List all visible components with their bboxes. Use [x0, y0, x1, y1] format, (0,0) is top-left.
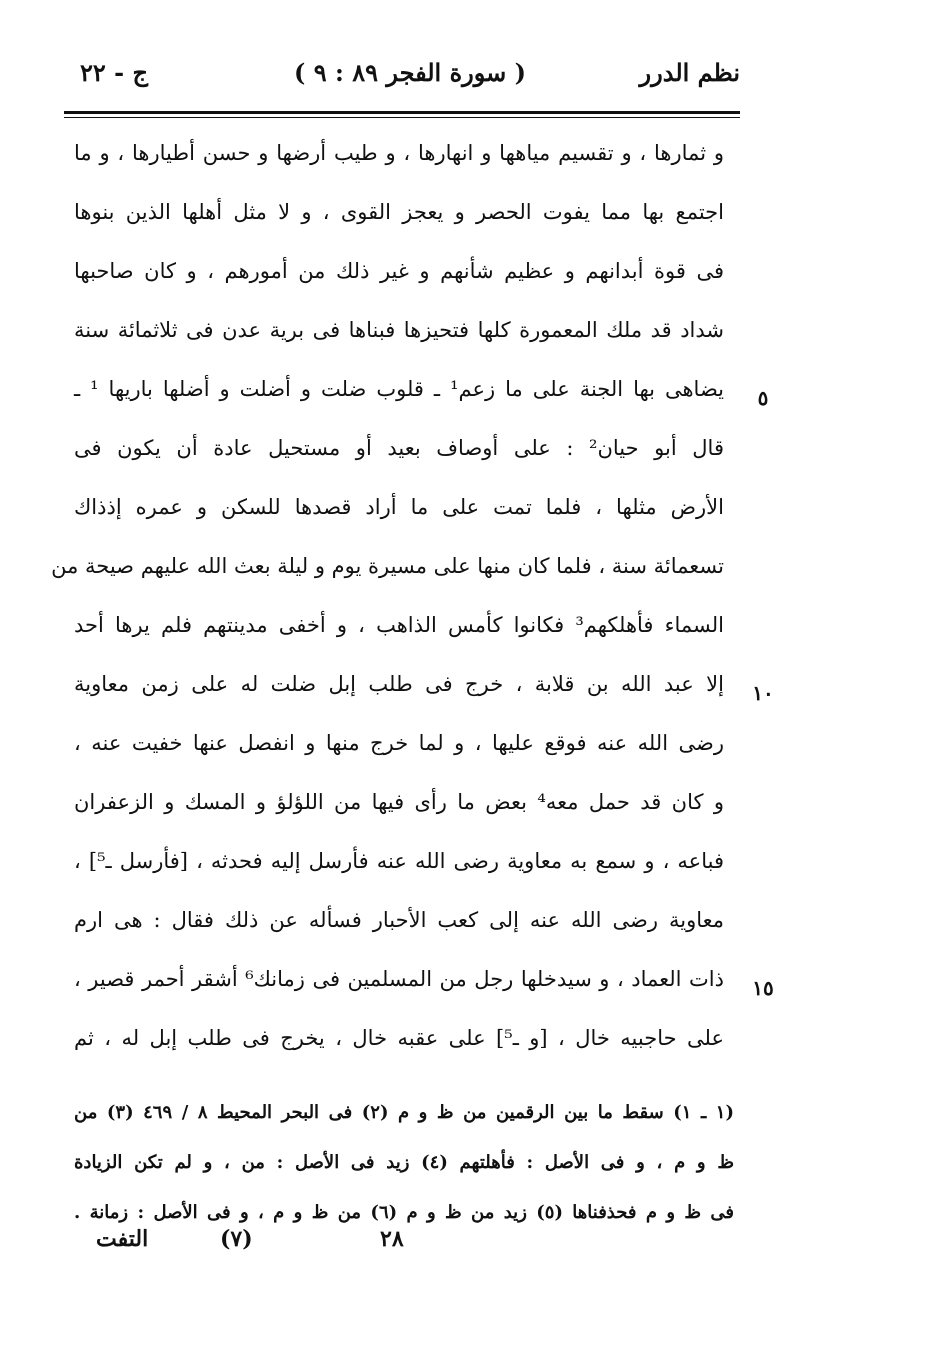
text-line: و كان قد حمل معه⁴ بعض ما رأى فيها من اللؤلؤ و المسك و الزعفران: [74, 790, 724, 814]
line-number-10: ١٠: [752, 681, 774, 705]
header-rule-thick: [64, 111, 740, 114]
text-line: شداد قد ملك المعمورة كلها فتحيزها فبناها فى برية عدن فى ثلاثمائة سنة: [74, 318, 724, 342]
part-reference: ج - ٢٢: [80, 58, 148, 87]
main-text: [51, 124, 725, 1068]
text-line: و ثمارها ، و تقسيم مياهها و انهارها ، و طيب أرضها و حسن أطيارها ، و ما: [74, 141, 724, 165]
footnotes: [74, 1088, 734, 1238]
book-title: نظم الدرر: [639, 58, 740, 87]
text-line: تسعمائة سنة ، فلما كان منها على مسيرة يوم و ليلة بعث الله عليهم صيحة من: [51, 554, 724, 578]
text-line: ذات العماد ، و سيدخلها رجل من المسلمين فى زمانك⁶ أشقر أحمر قصير ،: [74, 967, 724, 991]
page-number: ٢٨: [380, 1226, 404, 1252]
footnote-line: فى ظ و م فحذفناها (٥) زيد من ظ و م (٦) من ظ و م ، و فى الأصل : زمانة .: [74, 1202, 734, 1223]
surah-reference: ( سورة الفجر ٨٩ : ٩ ): [294, 58, 526, 87]
line-number-15: ١٥: [752, 976, 774, 1000]
signature-mark: (٧): [220, 1226, 253, 1252]
text-line: السماء فأهلكهم³ فكانوا كأمس الذاهب ، و أخفى مدينتهم فلم يرها أحد: [74, 613, 724, 637]
text-line: معاوية رضى الله عنه إلى كعب الأحبار فسأله عن ذلك فقال : هى ارم: [74, 908, 724, 932]
text-line: إلا عبد الله بن قلابة ، خرج فى طلب إبل ضلت له على زمن معاوية: [74, 672, 724, 696]
text-line: فباعه ، و سمع به معاوية رضى الله عنه فأرسل إليه فحدثه ، [فأرسل ـ⁵] ،: [74, 849, 724, 873]
footnote-line: (١ ـ ١) سقط ما بين الرقمين من ظ و م (٢) فى البحر المحيط ٨ / ٤٦٩ (٣) من: [74, 1102, 734, 1123]
header-rule-thin: [64, 117, 740, 118]
text-line: الأرض مثلها ، فلما تمت على ما أراد قصدها للسكن و عمره إذذاك: [74, 495, 724, 519]
text-line: رضى الله عنه فوقع عليها ، و لما خرج منها و انفصل عنها خفيت عنه ،: [74, 731, 724, 755]
line-number-5: ٥: [757, 386, 769, 410]
running-header: [80, 58, 740, 102]
catchword: التفت: [96, 1226, 149, 1252]
page-footer: [80, 1226, 740, 1266]
text-line: فى قوة أبدانهم و عظيم شأنهم و غير ذلك من أمورهم ، و كان صاحبها: [74, 259, 724, 283]
text-line: يضاهى بها الجنة على ما زعم¹ ـ قلوب ضلت و أضلت و أضلها باريها ¹ ـ: [74, 377, 724, 401]
text-line: اجتمع بها مما يفوت الحصر و يعجز القوى ، و لا مثل أهلها الذين بنوها: [74, 200, 724, 224]
text-line: قال أبو حيان² : على أوصاف بعيد أو مستحيل عادة أن يكون فى: [74, 436, 724, 460]
text-line: على حاجبيه خال ، [و ـ⁵] على عقبه خال ، يخرج فى طلب إبل له ، ثم: [74, 1026, 725, 1050]
footnote-line: ظ و م ، و فى الأصل : فأهلتهم (٤) زيد فى الأصل : من ، و لم تكن الزيادة: [74, 1152, 734, 1173]
